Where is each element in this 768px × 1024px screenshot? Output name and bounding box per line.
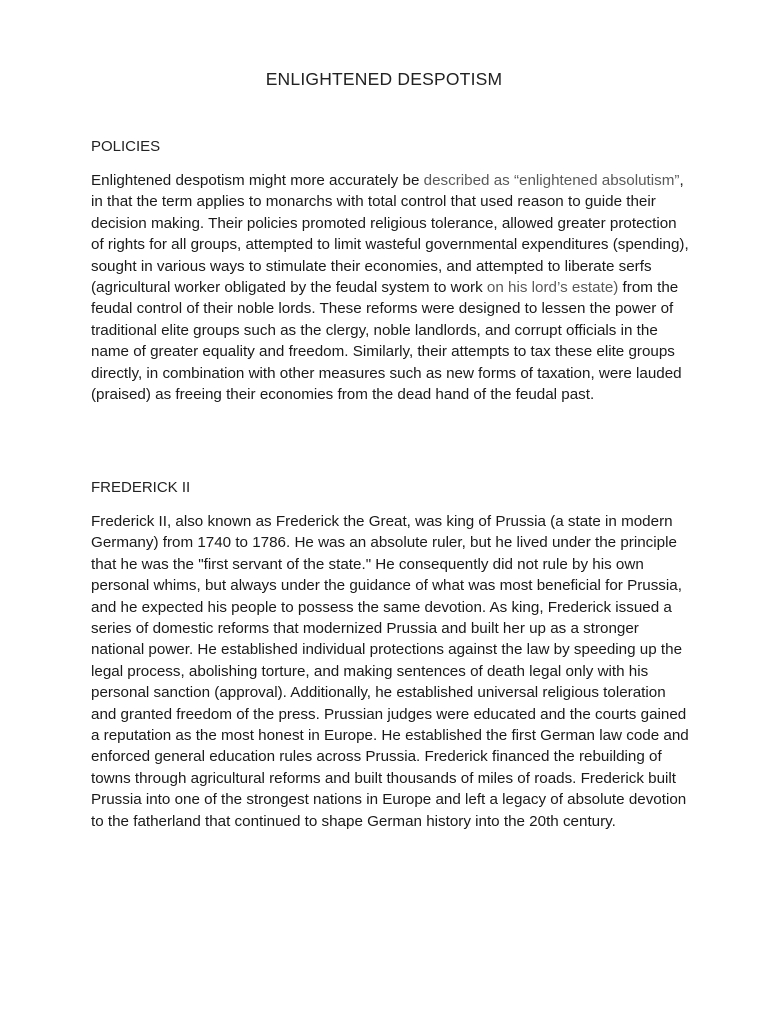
text-run: Enlightened despotism might more accurately be — [91, 172, 424, 189]
section-heading-frederick-ii: FREDERICK II — [91, 479, 191, 496]
paragraph-frederick-ii — [91, 511, 691, 832]
section-heading-policies: POLICIES — [91, 138, 161, 155]
document-title: ENLIGHTENED DESPOTISM — [265, 69, 503, 89]
paragraph-policies — [91, 170, 691, 405]
text-run: from the feudal control of their noble lords. These reforms were designed to lessen the power of traditional elite groups such as the clergy, noble landlords, and corrupt officials in the name of greater equality and freedom. Similarly, their attempts to tax these elite groups directly, in combination with other measures such as new forms of taxation, were lauded (praised) as freeing their economies from the dead hand of the feudal past. — [91, 279, 682, 404]
text-run: , in that the term applies to monarchs with total control that used reason to guide their decision making. Their policies promoted religious tolerance, allowed greater protection of rights for all groups, attempted to limit wasteful governmental expenditures (spending), sought in various ways to stimulate their economies, and attempted to liberate serfs (agricultural worker obligated by the feudal system to work — [91, 172, 689, 297]
text-run-light: on his lord’s estate) — [486, 279, 619, 297]
text-run: Frederick II, also known as Frederick the Great, was king of Prussia (a state in modern Germany) from 1740 to 1786. He was an absolute ruler, but he lived under the principle that he was the "first servant of the state." He consequently did not rule by his own personal whims, but always under the guidance of what was most beneficial for Prussia, and he expected his people to possess the same devotion. As king, Frederick issued a series of domestic reforms that modernized Prussia and built her up as a stronger national power. He established individual protections against the law by speeding up the legal process, abolishing torture, and making sentences of death legal only with his personal sanction (approval). Additionally, he established universal religious toleration and granted freedom of the press. Prussian judges were educated and the courts gained a reputation as the most honest in Europe. He established the first German law code and enforced general education rules across Prussia. Frederick financed the rebuilding of towns through agricultural reforms and built thousands of miles of roads. Frederick built Prussia into one of the strongest nations in Europe and left a legacy of absolute devotion to the fatherland that continued to shape German history into the 20th century. — [91, 513, 689, 830]
text-run-light: described as “enlightened absolutism” — [423, 172, 680, 189]
